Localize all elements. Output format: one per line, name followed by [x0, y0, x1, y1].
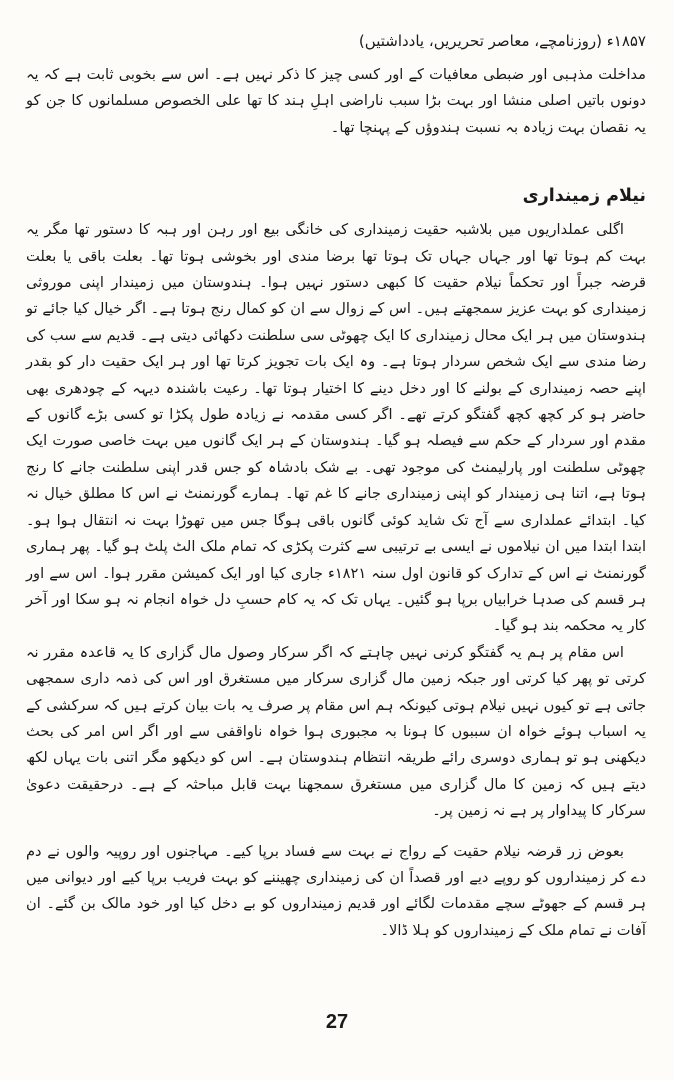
section-title: نیلام زمینداری — [522, 186, 646, 207]
running-head: ۱۸۵۷ء (روزنامچے، معاصر تحریریں، یادداشتیں) — [358, 32, 646, 50]
intro-paragraph: مداخلت مذہبی اور ضبطی معافیات کے اور کسی چیز کا ذکر نہیں ہے۔ اس سے بخوبی ثابت ہے کہ یہ دونوں باتیں اصلی منشا اور بہت بڑا سبب ناراضی اہلِ ہند کا تھا علی الخصوص مسلمانوں کا جن کو یہ نقصان بہت زیادہ بہ نسبت ہندوؤں کے پہنچا تھا۔ — [26, 66, 646, 136]
body-paragraph: اس مقام پر ہم یہ گفتگو کرنی نہیں چاہتے کہ اگر سرکار وصول مال گزاری کا یہ قاعدہ مقرر نہ کرتی تو پھر کیا کرتی اور جبکہ زمین مال گزاری سرکار میں مستغرق اور اس کی ذمہ داری سمجھی جاتی ہے تو کیوں نہیں نیلام ہوتی کیونکہ ہم اس مقام پر صرف یہ بات بیان کرتے ہیں کہ سرکشی کے یہ اسباب ہوئے خواہ ان سببوں کا ہونا بہ مجبوری ہوا خواہ ناواقفی سے اور اگر اس امر کی بحث دیکھنی ہو تو ہماری دوسری رائے طریقہ انتظام ہندوستان ہے۔ اس کو دیکھو مگر اتنی بات یہاں لکھ دیتے ہیں کہ زمین کا مال گزاری میں مستغرق سمجھنا بہت قابل مباحثہ کے ہے۔ درحقیقت دعویٰ سرکار کا پیداوار پر ہے نہ زمین پر۔ — [26, 643, 646, 820]
page-number: 27 — [325, 1011, 349, 1033]
body-paragraph: اگلی عملداریوں میں بلاشبہ حقیت زمینداری کی خانگی بیع اور رہن اور ہبہ کا دستور تھا مگر یہ بہت کم ہوتا تھا اور جہاں جہاں تک ہوتا تھا برضا مندی اور بخوشی ہوتا تھا۔ بعلت باقی یا بعلت قرضہ جبراً اور تحکماً نیلام حقیت کا کبھی دستور نہیں ہوا۔ ہندوستان میں زمیندار اپنی موروثی زمینداری کو بہت عزیز سمجھتے ہیں۔ اس کے زوال سے ان کو کمال رنج ہوتا ہے۔ اگر خیال کیا جائے تو ہندوستان میں ہر ایک محال زمینداری کا ایک چھوٹی سی سلطنت دکھائی دیتی ہے۔ قدیم سے سب کی رضا مندی سے ایک شخص سردار ہوتا ہے۔ وہ ایک بات تجویز کرتا تھا اور ہر ایک حقیت دار کو بقدر اپنے حصہ زمینداری کے بولنے کا اور دخل دینے کا اختیار ہوتا تھا۔ رعیت باشندہ دیہہ کے چودھری بھی حاضر ہو کر کچھ کچھ گفتگو کرتے تھے۔ اگر کسی مقدمہ نے زیادہ طول پکڑا تو کسی بڑے گانوں کے مقدم اور سردار کے حکم سے فیصلہ ہو گیا۔ ہندوستان کے ہر ایک گانوں میں بہت خاصی صورت ایک چھوٹی سلطنت اور پارلیمنٹ کی موجود تھی۔ بے شک بادشاہ کو جس قدر اپنی سلطنت جانے کا رنج ہوتا ہے، اتنا ہی زمیندار کو اپنی زمینداری جانے کا غم تھا۔ ہمارے گورنمنٹ نے اس کا مطلق خیال نہ کیا۔ ابتدائے عملداری سے آج تک شاید کوئی گانوں باقی ہوگا جس میں تھوڑا بہت نہ انتقال ہوا ہو۔ ابتدا ابتدا میں ان نیلاموں نے ایسی بے ترتیبی سے کثرت پکڑی کہ تمام ملک الٹ پلٹ ہو گیا۔ پھر ہماری گورنمنٹ نے اس کے تدارک کو قانون اول سنہ ۱۸۲۱ء جاری کیا اور ایک کمیشن مقرر ہوا۔ اس سے اور ہر قسم کی صدہا خرابیاں برپا ہو گئیں۔ یہاں تک کہ یہ کام حسبِ دل خواہ انجام نہ ہو سکا اور آخر کار یہ محکمہ بند ہو گیا۔ — [26, 221, 647, 635]
body-paragraph: بعوض زر قرضہ نیلام حقیت کے رواج نے بہت سے فساد برپا کیے۔ مہاجنوں اور روپیہ والوں نے دم دے کر زمینداروں کو روپے دیے اور قصداً ان کی زمینداری چھیننے کو بہت فریب برپا کیے اور دیوانی میں ہر قسم کے جھوٹے سچے مقدمات لگائے اور قدیم زمینداروں کو بے دخل کیا اور خود مالک بن گئے۔ ان آفات نے تمام ملک کے زمینداروں کو ہلا ڈالا۔ — [26, 842, 646, 939]
paragraph-gap — [26, 825, 646, 839]
